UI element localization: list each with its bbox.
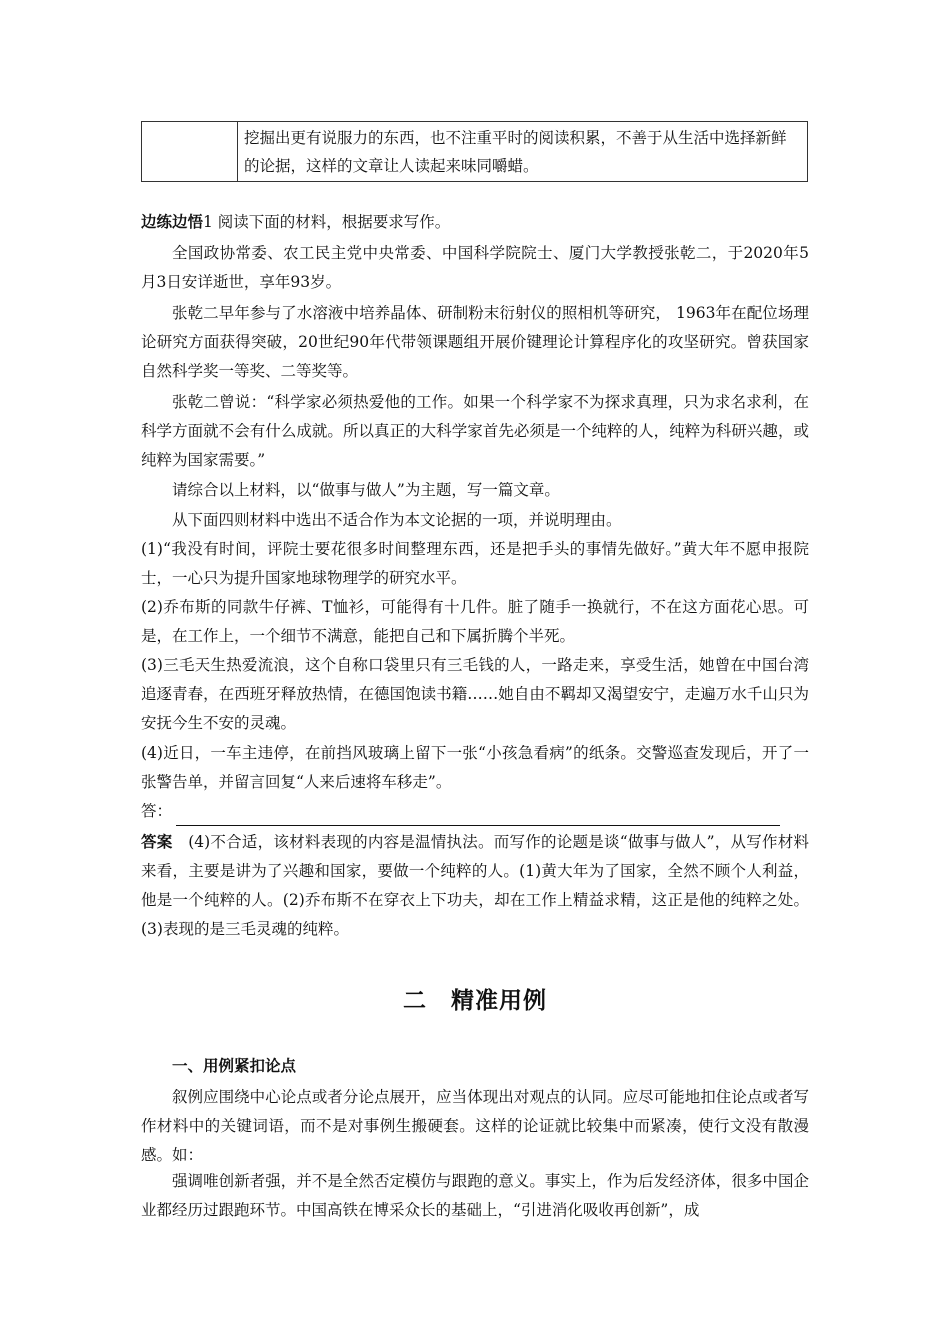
- section-title: 二 精准用例: [403, 988, 547, 1014]
- answer-block: [141, 828, 809, 944]
- body-paragraph: 强调唯创新者强，并不是全然否定模仿与跟跑的意义。事实上，作为后发经济体，很多中国企业都经历过跟跑环节。中国高铁在博采众长的基础上，“引进消化吸收再创新”，成: [141, 1172, 809, 1219]
- table-cell-left: [142, 122, 238, 181]
- answer-text: (4)不合适，该材料表现的内容是温情执法。而写作的论题是谈“做事与做人”，从写作材料来看，主要是讲为了兴趣和国家，要做一个纯粹的人。(1)黄大年为了国家，全然不顾个人利益，他是一个纯粹的人。(2)乔布斯不在穿衣上下功夫，却在工作上精益求精，这正是他的纯粹之处。(3)表现的是三毛灵魂的纯粹。: [141, 833, 809, 938]
- material-paragraph: 张乾二早年参与了水溶液中培养晶体、研制粉末衍射仪的照相机等研究， 1963年在配位场理论研究方面获得突破，20世纪90年代带领课题组开展价键理论计算程序化的攻坚研究。曾获国家自然科学奖一等奖、二等奖等。: [141, 304, 809, 380]
- option-item: (3)三毛天生热爱流浪，这个自称口袋里只有三毛钱的人，一路走来，享受生活，她曾在中国台湾追逐青春，在西班牙释放热情，在德国饱读书籍……她自由不羁却又渴望安宁，走遍万水千山只为安抚今生不安的灵魂。: [141, 656, 809, 732]
- exercise-prompt: 1 阅读下面的材料，根据要求写作。: [203, 213, 451, 231]
- exercise-label: 边练边悟: [141, 213, 204, 231]
- table-cell-right: 挖掘出更有说服力的东西，也不注重平时的阅读积累，不善于从生活中选择新鲜的论据，这样的文章让人读起来味同嚼蜡。: [244, 129, 787, 175]
- exercise-heading: [141, 208, 809, 237]
- body-paragraph: 叙例应围绕中心论点或者分论点展开，应当体现出对观点的认同。应尽可能地扣住论点或者写作材料中的关键词语，而不是对事例生搬硬套。这样的论证就比较集中而紧凑，使行文没有散漫感。如：: [141, 1088, 809, 1164]
- option-item: (2)乔布斯的同款牛仔裤、T恤衫，可能得有十几件。脏了随手一换就行，不在这方面花心思。可是，在工作上，一个细节不满意，能把自己和下属折腾个半死。: [141, 598, 809, 645]
- comparison-table-fragment: [141, 121, 808, 182]
- material-paragraph: 张乾二曾说：“科学家必须热爱他的工作。如果一个科学家不为探求真理，只为求名求利，在科学方面就不会有什么成就。所以真正的大科学家首先必须是一个纯粹的人，纯粹为科研兴趣，或纯粹为国家需要。”: [141, 393, 809, 469]
- answer-label: 答案: [141, 833, 173, 851]
- option-item: (4)近日，一车主违停，在前挡风玻璃上留下一张“小孩急看病”的纸条。交警巡查发现后，开了一张警告单，并留言回复“人来后速将车移走”。: [141, 744, 809, 791]
- answer-blank: [176, 807, 780, 826]
- section-subtitle: 一、用例紧扣论点: [172, 1057, 297, 1075]
- material-paragraph: 全国政协常委、农工民主党中央常委、中国科学院院士、厦门大学教授张乾二，于2020年5月3日安详逝世，享年93岁。: [141, 244, 809, 291]
- answer-line-row: [141, 797, 809, 826]
- option-item: (1)“我没有时间，评院士要花很多时间整理东西，还是把手头的事情先做好。”黄大年不愿申报院士，一心只为提升国家地球物理学的研究水平。: [141, 540, 809, 587]
- material-paragraph: 从下面四则材料中选出不适合作为本文论据的一项，并说明理由。: [172, 511, 622, 529]
- answer-prompt: 答：: [141, 802, 173, 820]
- material-paragraph: 请综合以上材料，以“做事与做人”为主题，写一篇文章。: [172, 481, 560, 499]
